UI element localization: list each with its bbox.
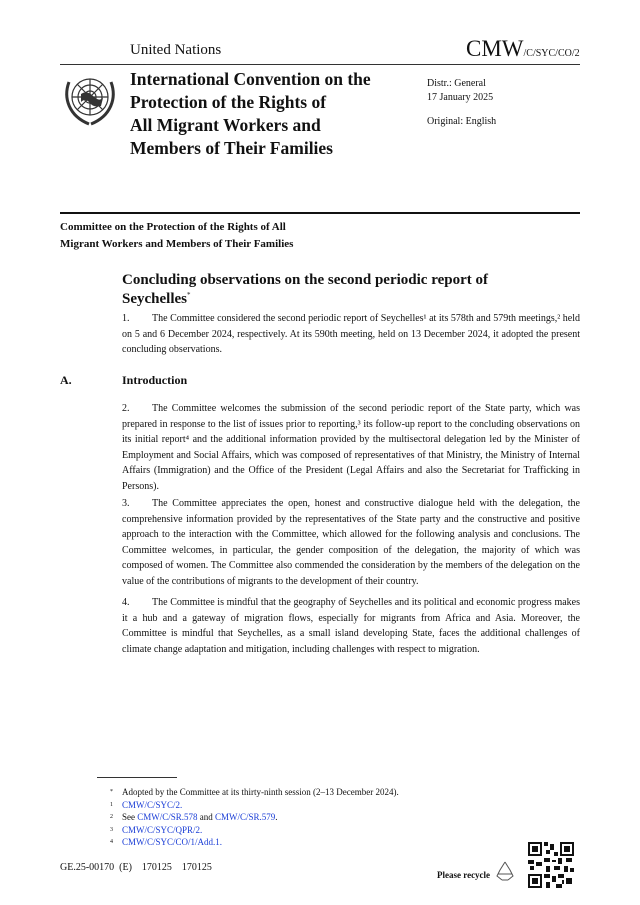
committee-name — [60, 219, 293, 253]
paragraph-number: 2. — [122, 403, 130, 414]
symbol-sub: /C/SYC/CO/2 — [523, 48, 580, 59]
paragraph-number: 3. — [122, 498, 130, 509]
paragraph-3 — [122, 496, 580, 590]
original-language: Original: English — [427, 116, 497, 127]
title-line: Members of Their Families — [130, 138, 333, 158]
paragraph-1 — [122, 311, 580, 358]
un-emblem-icon — [61, 70, 119, 128]
footnote-rule — [97, 777, 177, 778]
paragraph-number: 4. — [122, 597, 130, 608]
footnote-link[interactable]: CMW/C/SR.578 — [137, 812, 198, 823]
heading-text: Concluding observations on the second periodic report of Seychelles — [122, 272, 488, 307]
footnote-mark: 4 — [110, 839, 113, 846]
section-letter: A. — [60, 373, 72, 387]
paragraph-number: 1. — [122, 313, 130, 324]
org-name: United Nations — [130, 42, 222, 58]
footnote-mark: 3 — [110, 826, 113, 833]
committee-line: Migrant Workers and Members of Their Families — [60, 238, 294, 250]
footnote-mark: * — [110, 789, 113, 795]
footnote-link[interactable]: CMW/C/SR.579 — [215, 812, 276, 823]
please-recycle: Please recycle — [437, 870, 491, 880]
paragraph-2 — [122, 401, 580, 495]
document-symbol — [466, 36, 580, 62]
paragraph-text: The Committee is mindful that the geography of Seychelles and its political and economic progress makes it a hub and a gateway of migration flows, especially for migrants from Africa and Asia. Moreover, the Committee is mindful that Seychelles, as a small island developing State, faces the additional challenges of climate change adaptation and mitigation, including challenges with respect to migration. — [122, 597, 580, 655]
footnote — [110, 786, 399, 799]
footnotes — [110, 786, 399, 849]
distribution-info — [427, 77, 496, 129]
footnote-link[interactable]: CMW/C/SYC/CO/1/Add.1. — [122, 837, 223, 848]
footnote-mark: 1 — [110, 801, 113, 808]
paragraph-text: The Committee welcomes the submission of the second periodic report of the State party, which was prepared in response to the list of issues prior to reporting,³ its follow-up report to the concluding observations on its initial report⁴ and the additional information provided by the multisectoral delegation led by the Minister of Employment and Social Affairs, which was composed of representatives of that Ministry, the Ministry of Internal Affairs (Immigration) and the Office of the President (Legal Affairs and also the Secretariat for Trafficking in Persons). — [122, 403, 580, 492]
footnote — [110, 836, 399, 849]
distr: Distr.: General — [427, 78, 486, 89]
job-number: GE.25-00170 (E) 170125 170125 — [60, 862, 212, 873]
title-line: Protection of the Rights of — [130, 92, 327, 112]
footnote-text: and — [197, 812, 216, 823]
footnote-marker: * — [187, 291, 191, 299]
title-line: International Convention on the — [130, 69, 371, 89]
symbol-main: CMW — [466, 36, 524, 61]
footnote: 2 See CMW/C/SR.578 and CMW/C/SR.579. — [110, 812, 278, 823]
footnote — [110, 799, 399, 812]
qr-code-icon[interactable] — [528, 842, 574, 888]
document-heading — [122, 271, 542, 309]
paragraph-text: The Committee considered the second periodic report of Seychelles¹ at its 578th and 579th meetings,² held on 5 and 6 December 2024, respectively. At its 590th meeting, held on 13 December 2024, it adopted the present concluding observations. — [122, 313, 580, 356]
convention-title — [130, 68, 371, 160]
footnote-link[interactable]: CMW/C/SYC/2. — [122, 799, 183, 810]
title-line: All Migrant Workers and — [130, 115, 321, 135]
thick-rule — [60, 212, 580, 214]
committee-line: Committee on the Protection of the Rights of All — [60, 221, 286, 233]
footnote-link[interactable]: CMW/C/SYC/QPR/2. — [122, 824, 203, 835]
paragraph-text: The Committee appreciates the open, honest and constructive dialogue held with the delegation, the comprehensive information provided by the representatives of the State party and the constructive and positive approach to the interaction with the Committee, which allowed for the following analysis and conclusions. The Committee welcomes, in particular, the gender composition of the delegation, the majority of which was composed of women. The Committee also commended the consideration by the members of the delegation on the value of the contributions of migrants to the development of their country. — [122, 498, 580, 587]
footnote-text: See — [122, 812, 138, 823]
header-rule — [60, 64, 580, 65]
date: 17 January 2025 — [427, 92, 494, 103]
section-heading — [60, 373, 187, 388]
section-title: Introduction — [122, 373, 188, 387]
footnote-text: Adopted by the Committee at its thirty-ninth session (2–13 December 2024). — [122, 787, 399, 797]
paragraph-4 — [122, 595, 580, 657]
footnote-mark: 2 — [110, 814, 113, 821]
recycle-icon — [494, 860, 516, 882]
footnote — [110, 824, 399, 837]
